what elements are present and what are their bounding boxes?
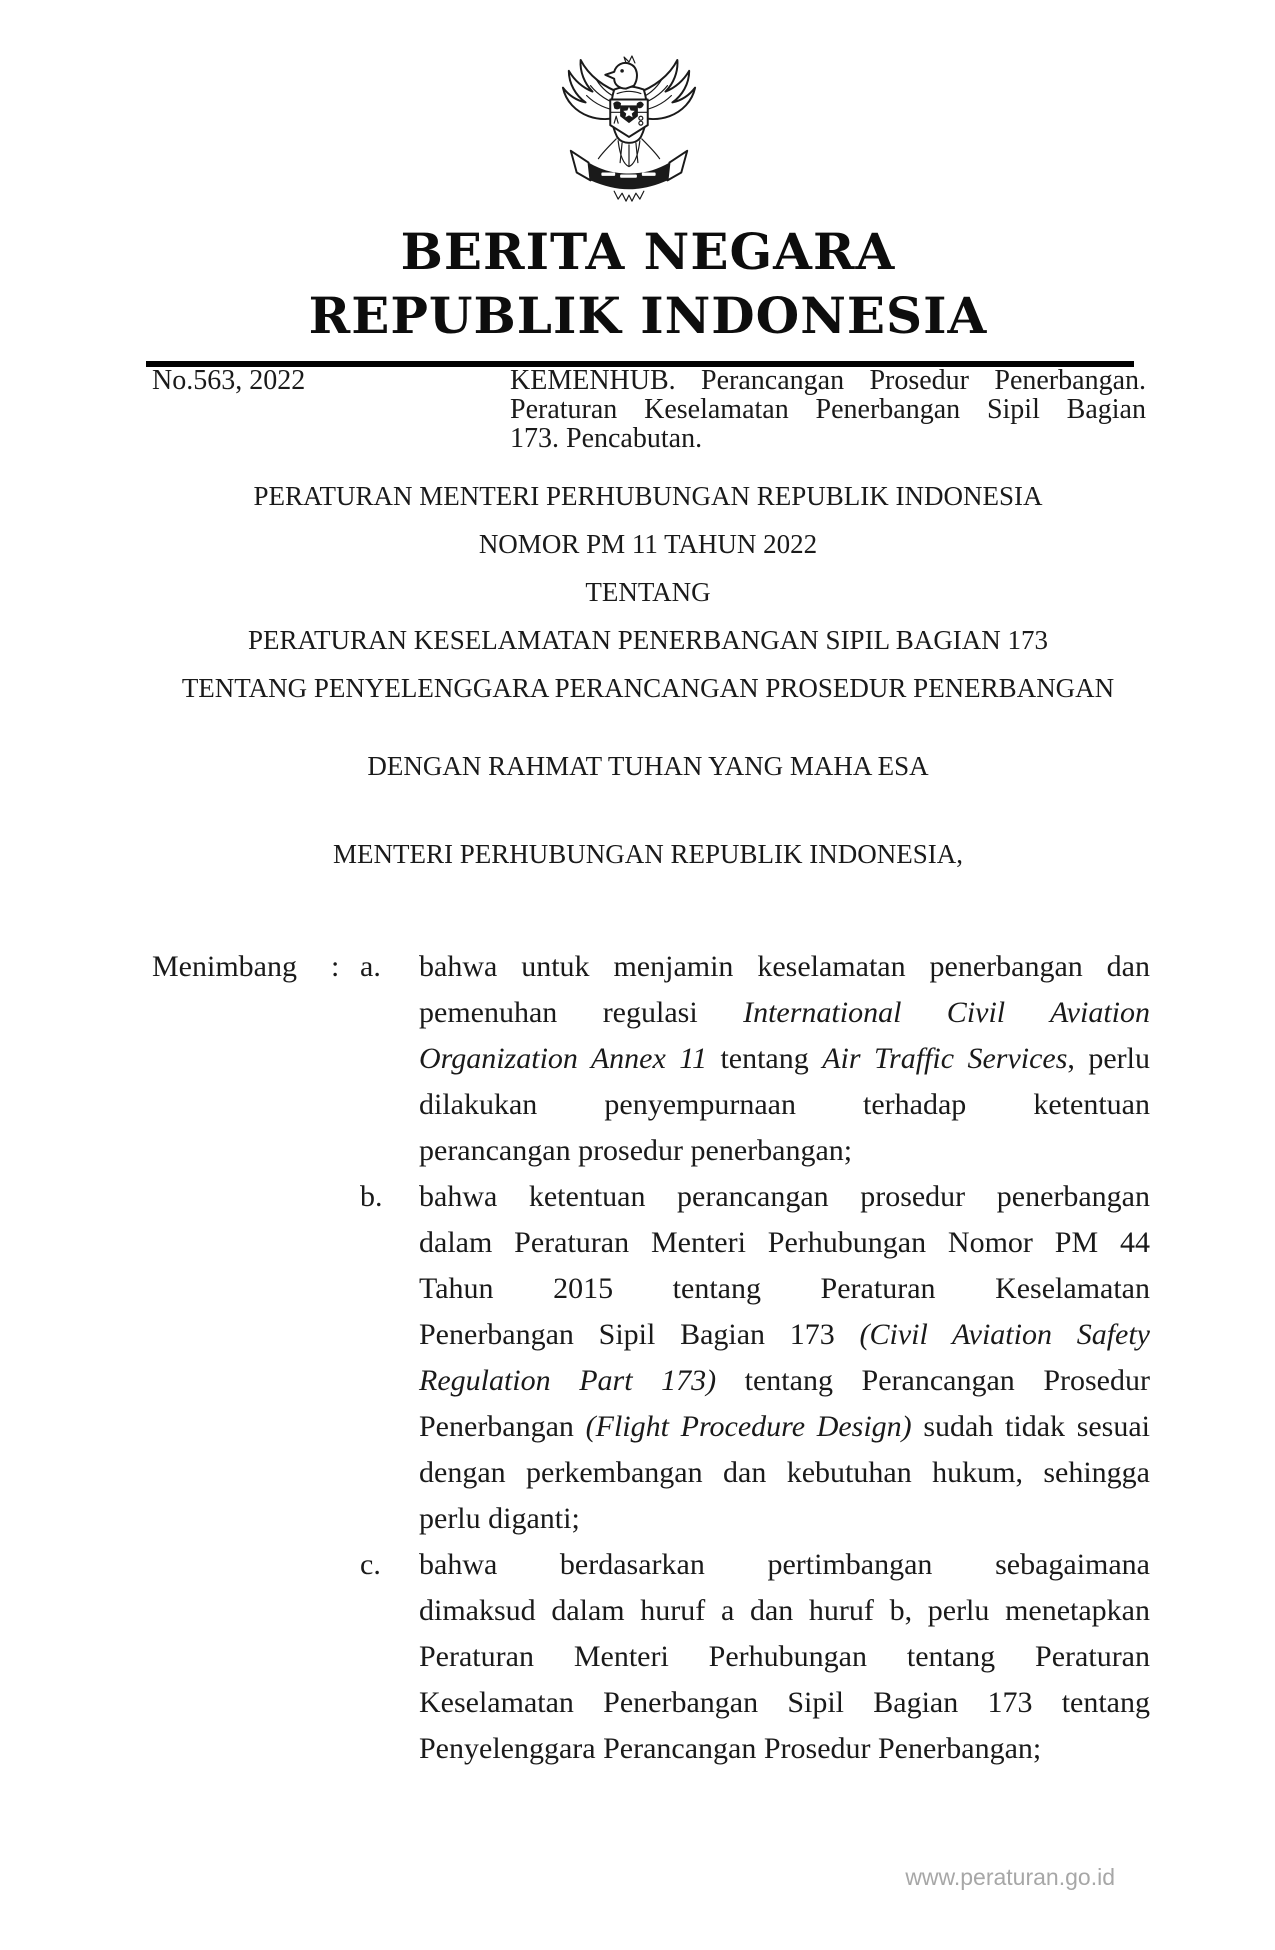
item-letter-a: a.	[360, 950, 381, 983]
item-text-b: bahwa ketentuan perancangan prosedur penerbangan dalam Peraturan Menteri Perhubungan Nomor PM 44 Tahun 2015 tentang Peraturan Keselamatan Penerbangan Sipil Bagian 173 (Civil Aviation Safety Regulation Part 173) tentang Perancangan Prosedur Penerbangan (Flight Procedure Design) sudah tidak sesuai dengan perkembangan dan kebutuhan hukum, sehingga perlu diganti;	[419, 1180, 1151, 1535]
considerations-section	[152, 944, 1150, 1772]
considerations-colon: :	[331, 950, 340, 983]
regulation-title-line-1: PERATURAN MENTERI PERHUBUNGAN REPUBLIK INDONESIA	[253, 481, 1043, 511]
gazette-number: No.563, 2022	[152, 365, 306, 396]
considerations-label: Menimbang	[152, 950, 297, 983]
masthead-title	[150, 220, 1146, 348]
regulation-title-line-5: TENTANG PENYELENGGARA PERANCANGAN PROSEDUR PENERBANGAN	[181, 673, 1115, 703]
regulation-title-line-2: NOMOR PM 11 TAHUN 2022	[478, 529, 818, 559]
garuda-pancasila-icon	[555, 54, 703, 212]
item-text-a: bahwa untuk menjamin keselamatan penerbangan dan pemenuhan regulasi International Civil Aviation Organization Annex 11 tentang Air Traffic Services, perlu dilakukan penyempurnaan terhadap ketentuan perancangan prosedur penerbangan;	[419, 950, 1150, 1167]
regulation-title-line-3: TENTANG	[585, 577, 711, 607]
item-letter-b: b.	[360, 1180, 383, 1213]
invocation-line: DENGAN RAHMAT TUHAN YANG MAHA ESA	[367, 751, 929, 781]
gazette-meta	[152, 366, 1146, 453]
masthead-line-1: BERITA NEGARA	[400, 222, 896, 281]
consideration-item-c	[152, 1542, 1150, 1772]
authority-line: MENTERI PERHUBUNGAN REPUBLIK INDONESIA,	[333, 839, 963, 869]
footer-watermark: www.peraturan.go.id	[905, 1864, 1115, 1890]
regulation-title-block	[150, 472, 1146, 712]
item-text-c: bahwa berdasarkan pertimbangan sebagaimana dimaksud dalam huruf a dan huruf b, perlu menetapkan Peraturan Menteri Perhubungan tentang Peraturan Keselamatan Penerbangan Sipil Bagian 173 tentang Penyelenggara Perancangan Prosedur Penerbangan;	[419, 1548, 1150, 1765]
consideration-item-a	[152, 944, 1150, 1174]
consideration-item-b	[152, 1174, 1150, 1542]
item-letter-c: c.	[360, 1548, 381, 1581]
gazette-subject: KEMENHUB. Perancangan Prosedur Penerbangan. Peraturan Keselamatan Penerbangan Sipil Bagian 173. Pencabutan.	[510, 365, 1146, 454]
regulation-title-line-4: PERATURAN KESELAMATAN PENERBANGAN SIPIL BAGIAN 173	[247, 625, 1049, 655]
masthead-line-2: REPUBLIK INDONESIA	[308, 286, 988, 345]
